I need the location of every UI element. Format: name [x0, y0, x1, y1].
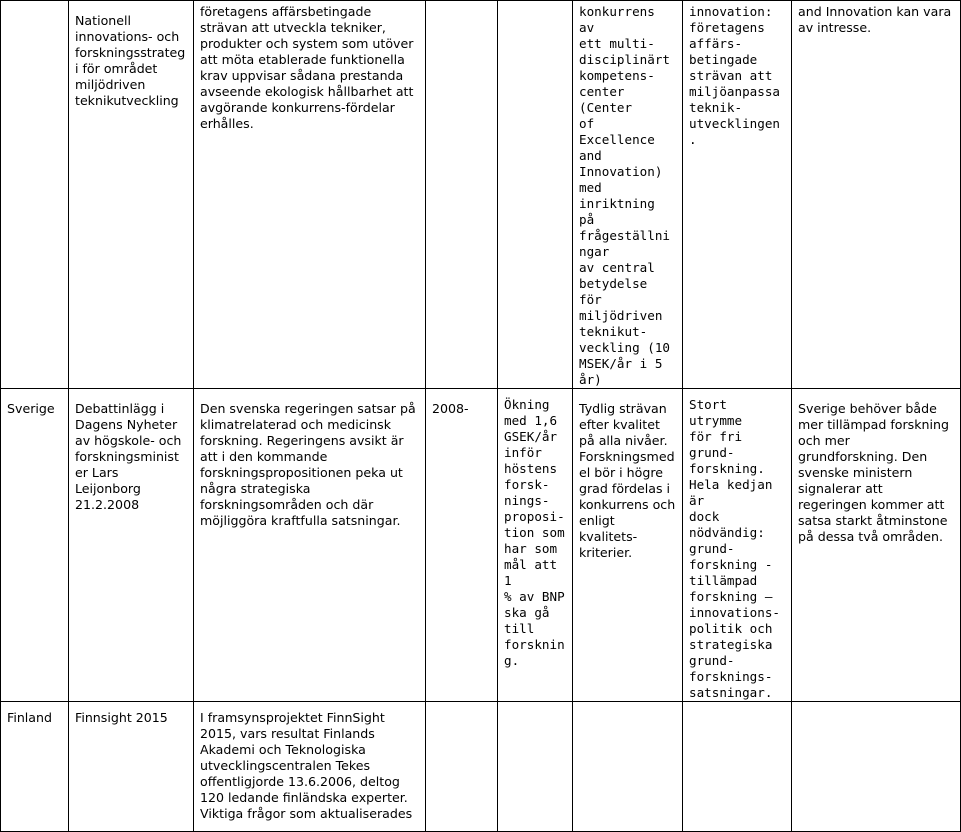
table-cell: Den svenska regeringen satsar på klimatrelaterad och medicinsk forskning. Regeringens avsikt är att i den kommande forskningspropositionen peka ut några strategiska forskningsområden och där möjliggöra kraftfulla satsningar.: [194, 389, 426, 702]
table-cell: Nationell innovations- och forskningsstrateg i för området miljödriven teknikutveckling: [69, 1, 194, 389]
table-cell: Ökning med 1,6 GSEK/år inför höstens forsk- nings- proposi- tion som har som mål att 1 % av BNP ska gå till forskning.: [498, 389, 573, 702]
table-row: [1, 702, 961, 832]
table-cell: [426, 1, 498, 389]
table-cell: Debattinlägg i Dagens Nyheter av högskole- och forskningsminist er Lars Leijonborg 21.2.2008: [69, 389, 194, 702]
table-cell: [683, 702, 792, 832]
table-cell: I framsynsprojektet FinnSight 2015, vars resultat Finlands Akademi och Teknologiska utvecklingscentralen Tekes offentligjorde 13.6.2006, deltog 120 ledande finländska experter. Viktiga frågor som aktualiserades: [194, 702, 426, 832]
table-cell: Stort utrymme för fri grund- forskning. Hela kedjan är dock nödvändig: grund- forskning - tillämpad forskning – innovations- politik och strategiska grund- forsknings- satsningar.: [683, 389, 792, 702]
table-cell: företagens affärsbetingade strävan att utveckla tekniker, produkter och system som utöver att möta etablerade funktionella krav uppvisar sådana prestanda avseende ekologisk hållbarhet att avgörande konkurrens-fördelar erhålles.: [194, 1, 426, 389]
table-cell: 2008-: [426, 389, 498, 702]
table-cell: Sverige: [1, 389, 69, 702]
table-cell: Tydlig strävan efter kvalitet på alla nivåer. Forskningsmed el bör i högre grad fördelas i konkurrens och enligt kvalitets- kriterier.: [573, 389, 683, 702]
table-cell: konkurrens av ett multi- disciplinärt kompetens- center (Center of Excellence and Innovation) med inriktning på frågeställningar av central betydelse för miljödriven teknikut- veckling (10 MSEK/år i 5 år): [573, 1, 683, 389]
table-row: [1, 1, 961, 389]
table-cell: [1, 1, 69, 389]
table-cell: [498, 1, 573, 389]
table-cell: Sverige behöver både mer tillämpad forskning och mer grundforskning. Den svenske ministern signalerar att regeringen kommer att satsa starkt åtminstone på dessa två områden.: [792, 389, 961, 702]
table-cell: [426, 702, 498, 832]
table-cell: Finnsight 2015: [69, 702, 194, 832]
table-cell: Finland: [1, 702, 69, 832]
table-cell: [498, 702, 573, 832]
table-row: [1, 389, 961, 702]
table-cell: and Innovation kan vara av intresse.: [792, 1, 961, 389]
table-cell: innovation: företagens affärs- betingade strävan att miljöanpassa teknik- utvecklingen.: [683, 1, 792, 389]
table-cell: [573, 702, 683, 832]
table-cell: [792, 702, 961, 832]
